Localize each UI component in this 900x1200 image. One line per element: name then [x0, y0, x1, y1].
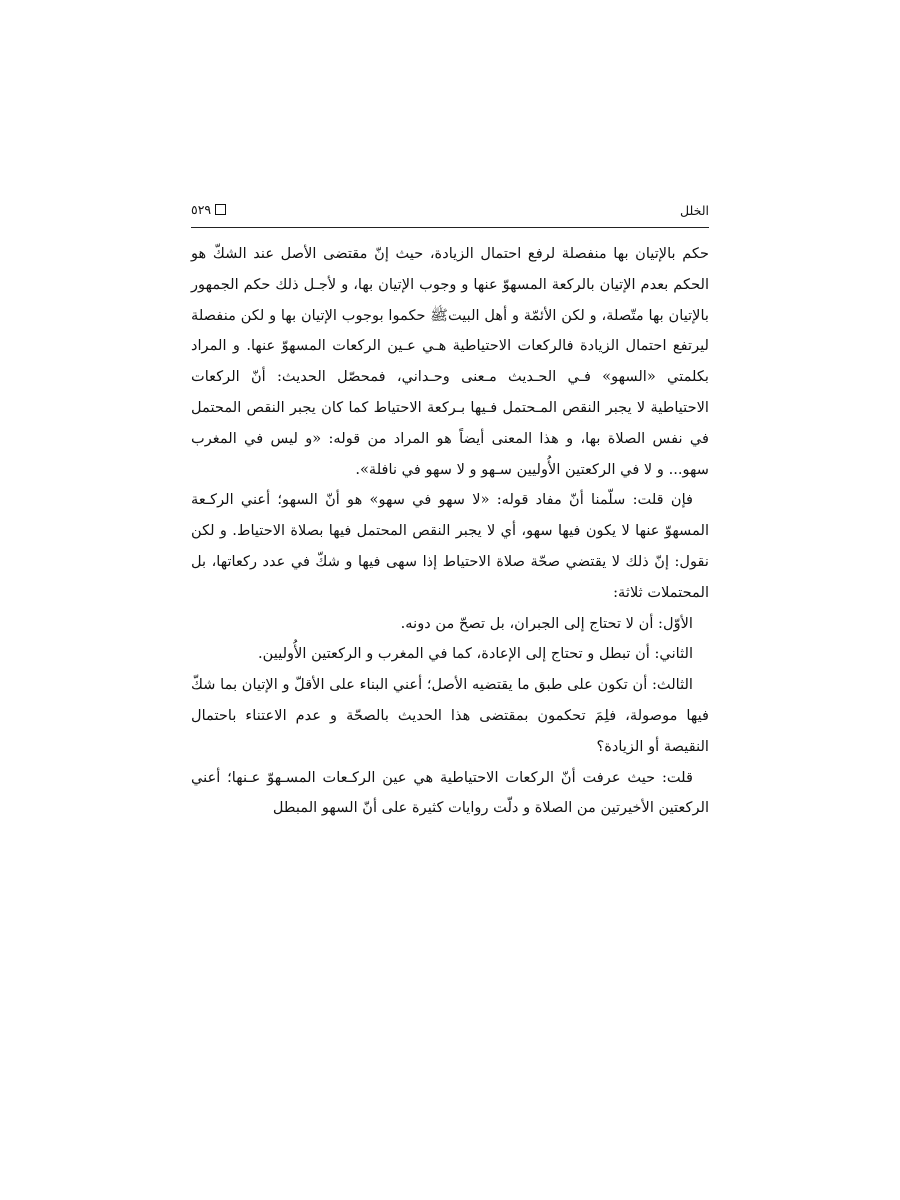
page-number-group: [191, 202, 226, 217]
paragraph-objection: فإن قلت: سلّمنا أنّ مفاد قوله: «لا سهو في سهو» هو أنّ السهو؛ أعني الركـعة المسهوّ عنها لا يكون فيها سهو، أي لا يجبر النقص المحتمل فيها بصلاة الاحتياط. و لكن نقول: إنّ ذلك لا يقتضي صحّة صلاة الاحتياط إذا سهى فيها و شكّ في عدد ركعاتها، بل المحتملات ثلاثة:: [191, 491, 710, 601]
paragraph-reply: قلت: حيث عرفت أنّ الركعات الاحتياطية هي عين الركـعات المسـهوّ عـنها؛ أعني الركعتين الأخيرتين من الصلاة و دلّت روايات كثيرة على أنّ السهو المبطل: [191, 768, 709, 817]
paragraph-continuation: حكم بالإتيان بها منفصلة لرفع احتمال الزيادة، حيث إنّ مقتضى الأصل عند الشكّ هو الحكم بعدم الإتيان بالركعة المسهوّ عنها و وجوب الإتيان بها، و لأجـل ذلك حكم الجمهور بالإتيان بها متّصلة، و لكن الأئمّة و أهل البيتﷺ حكموا بوجوب الإتيان بها و لكن منفصلة ليرتفع احتمال الزيادة فالركعات الاحتياطية هـي عـين الركعات المسهوّ عنها. و المراد بكلمتي «السهو» فـي الحـديث مـعنى وحـداني، فمحصّل الحديث: أنّ الركعات الاحتياطية لا يجبر النقص المـحتمل فـيها بـركعة الاحتياط كما كان يجبر النقص المحتمل في نفس الصلاة بها، و هذا المعنى أيضاً هو المراد من قوله: «و ليس في المغرب سهو... و لا في الركعتين الأُوليين سـهو و لا سهو في نافلة».: [191, 245, 709, 478]
running-header: [191, 197, 709, 228]
option-first: الأوّل: أن لا تحتاج إلى الجبران، بل تصحّ من دونه.: [400, 614, 693, 632]
document-page: [191, 197, 709, 824]
option-third: الثالث: أن تكون على طبق ما يقتضيه الأصل؛ أعني البناء على الأقلّ و الإتيان بما شكّ فيها موصولة، فلِمَ تحكمون بمقتضى هذا الحديث بالصحّة و عدم الاعتناء باحتمال النقيصة أو الزيادة؟: [191, 676, 709, 755]
page-number: ٥٢٩: [191, 202, 212, 217]
section-title: الخلل: [680, 203, 709, 218]
page-body: [191, 239, 709, 824]
square-box-icon: [215, 204, 226, 215]
option-second: الثاني: أن تبطل و تحتاج إلى الإعادة، كما في المغرب و الركعتين الأُوليين.: [258, 645, 693, 663]
